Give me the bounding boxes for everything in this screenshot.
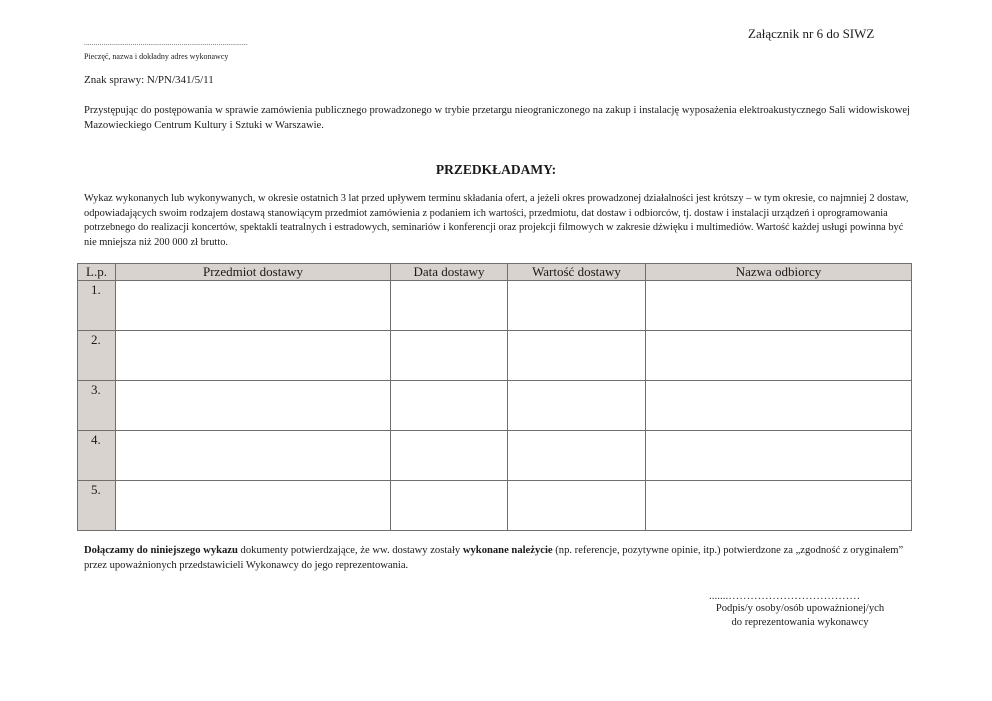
column-header-subject: Przedmiot dostawy <box>116 264 391 281</box>
recipient-cell[interactable] <box>646 331 912 381</box>
recipient-cell[interactable] <box>646 381 912 431</box>
recipient-cell[interactable] <box>646 431 912 481</box>
date-cell[interactable] <box>391 331 508 381</box>
case-number: Znak sprawy: N/PN/341/5/11 <box>84 74 214 86</box>
subject-cell[interactable] <box>116 331 391 381</box>
table-row <box>78 481 912 531</box>
subject-cell[interactable] <box>116 281 391 331</box>
value-cell[interactable] <box>508 281 646 331</box>
signature-caption-line-2: do reprezentowania wykonawcy <box>731 617 869 628</box>
date-cell[interactable] <box>391 281 508 331</box>
date-cell[interactable] <box>391 431 508 481</box>
attachments-note-text-2: (np. referencje, pozytywne opinie, itp.) potwierdzone za „zgodność z oryginałem” przez upoważnionych przedstawicieli Wykonawcy do jego reprezentowania. <box>84 545 904 571</box>
date-cell[interactable] <box>391 481 508 531</box>
row-number: 4. <box>78 431 116 481</box>
value-cell[interactable] <box>508 431 646 481</box>
description-paragraph: Wykaz wykonanych lub wykonywanych, w okresie ostatnich 3 lat przed upływem terminu składania ofert, a jeżeli okres prowadzonej działalności jest krótszy – w tym okresie, co najmniej 2 dostaw, odpowiadających swoim rodzajem dostawą stanowiącym przedmiot zamówienia z podaniem ich wartości, przedmiotu, dat dostaw i odbiorców, tj. dostaw i instalacji urządzeń i oprogramowania potrzebnego do realizacji koncertów, spektakli teatralnych i estradowych, seminariów i konferencji oraz projekcji filmowych w zakresie dźwięku i multimediów. Wartość każdej usługi powinna być nie mniejsza niż 200 000 zł brutto. <box>84 193 909 248</box>
signature-caption-line-1: Podpis/y osoby/osób upoważnionej/ych <box>715 603 885 614</box>
subject-cell[interactable] <box>116 381 391 431</box>
date-cell[interactable] <box>391 381 508 431</box>
attachment-label: Załącznik nr 6 do SIWZ <box>748 26 875 41</box>
table-row <box>78 381 912 431</box>
table-row <box>78 281 912 331</box>
value-cell[interactable] <box>508 381 646 431</box>
stamp-dotted-line: .................................................................................... <box>84 39 248 47</box>
stamp-caption: Pieczęć, nazwa i dokładny adres wykonawcy <box>84 52 229 61</box>
column-header-recipient: Nazwa odbiorcy <box>646 264 912 281</box>
row-number: 5. <box>78 481 116 531</box>
recipient-cell[interactable] <box>646 481 912 531</box>
value-cell[interactable] <box>508 481 646 531</box>
column-header-date: Data dostawy <box>391 264 508 281</box>
table-row <box>78 431 912 481</box>
subject-cell[interactable] <box>116 431 391 481</box>
column-header-value: Wartość dostawy <box>508 264 646 281</box>
table-row <box>78 331 912 381</box>
column-header-lp: L.p. <box>78 264 116 281</box>
subject-cell[interactable] <box>116 481 391 531</box>
table-header-row <box>78 264 912 281</box>
value-cell[interactable] <box>508 331 646 381</box>
deliveries-table <box>77 263 912 531</box>
attachments-note-bold-2: wykonane należycie <box>462 545 553 556</box>
signature-dotted-line: .......……………………………… <box>709 590 861 602</box>
row-number: 1. <box>78 281 116 331</box>
attachments-note-text-1: dokumenty potwierdzające, że ww. dostawy zostały <box>237 545 463 556</box>
row-number: 3. <box>78 381 116 431</box>
page-heading: PRZEDKŁADAMY: <box>435 162 557 177</box>
attachments-note <box>84 543 910 573</box>
recipient-cell[interactable] <box>646 281 912 331</box>
intro-paragraph: Przystępując do postępowania w sprawie zamówienia publicznego prowadzonego w trybie przetargu nieograniczonego na zakup i instalację wyposażenia elektroakustycznego Sali widowiskowej Mazowieckiego Centrum Kultury i Sztuki w Warszawie. <box>84 105 910 131</box>
row-number: 2. <box>78 331 116 381</box>
attachments-note-bold-1: Dołączamy do niniejszego wykazu <box>84 545 238 556</box>
